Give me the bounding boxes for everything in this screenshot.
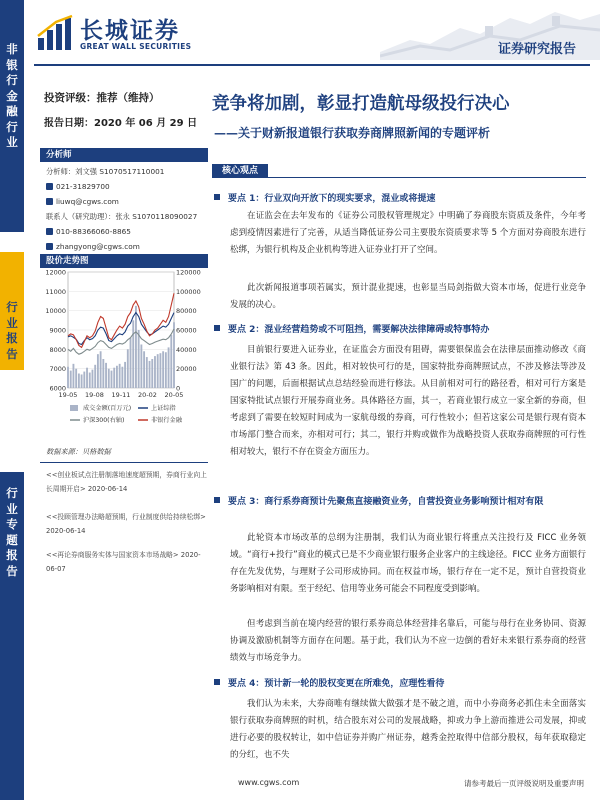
chart-volume-bar bbox=[165, 352, 167, 388]
chart-legend-swatch bbox=[70, 405, 78, 411]
point-1-heading: 要点 1：行业双向开放下的现实要求，混业或将提速 bbox=[214, 191, 435, 204]
chart-volume-bar bbox=[173, 322, 175, 388]
chart-legend-label: 上证综指 bbox=[151, 405, 176, 412]
sidebar-report-type: 行 业 专 题 报 告 bbox=[0, 472, 24, 800]
chart-volume-bar bbox=[121, 367, 123, 388]
chart-volume-bar bbox=[135, 306, 137, 388]
chart-volume-bar bbox=[154, 356, 156, 388]
bullet-square-icon bbox=[214, 679, 220, 685]
price-trend-svg bbox=[40, 266, 208, 448]
chart-volume-bar bbox=[67, 367, 69, 388]
chart-volume-bar bbox=[168, 347, 170, 388]
chart-volume-bar bbox=[94, 365, 96, 388]
chart-volume-bar bbox=[100, 351, 102, 388]
related-report-2[interactable]: <<投顾管理办法略超预期，行业制度供给持续松绑> 2020-06-14 bbox=[46, 513, 206, 535]
logo-mark-icon bbox=[36, 14, 76, 52]
chart-y-right-tick: 20000 bbox=[176, 365, 197, 374]
contact-name: 联系人（研究助理）：张永 S1070118090027 bbox=[46, 212, 198, 221]
chart-y-right-tick: 60000 bbox=[176, 326, 197, 335]
chart-y-left-tick: 8000 bbox=[49, 345, 66, 354]
related-report-1[interactable]: <<创业板试点注册制落地速度超预期，券商行业向上长周期开启> 2020-06-14 bbox=[46, 471, 207, 493]
chart-y-left-tick: 10000 bbox=[45, 307, 66, 316]
bullet-square-icon bbox=[214, 194, 220, 200]
chart-volume-bar bbox=[89, 373, 91, 388]
phone-icon bbox=[46, 183, 53, 190]
point-3-heading: 要点 3：商行系券商预计先聚焦直接融资业务，自营投资业务影响预计相对有限 bbox=[214, 494, 543, 507]
email-icon bbox=[46, 243, 53, 250]
report-title: 竞争将加剧，彰显打造航母级投行决心 bbox=[212, 94, 510, 114]
report-date: 报告日期：2020 年 06 月 29 日 bbox=[44, 118, 198, 129]
chart-y-left-tick: 11000 bbox=[45, 287, 66, 296]
point-4-heading: 要点 4：预计新一轮的股权变更在所难免，应理性看待 bbox=[214, 676, 444, 689]
point-2-heading: 要点 2：混业经营趋势或不可阻挡，需要解决法律障碍或特事特办 bbox=[214, 322, 489, 335]
sidebar-report-kind: 行 业 报 告 bbox=[0, 252, 24, 370]
company-logo bbox=[36, 12, 206, 58]
chart-volume-bar bbox=[86, 368, 88, 388]
analyst-section-heading: 分析师 bbox=[40, 148, 208, 162]
point-4-paragraph-1: 我们认为未来，大券商唯有继续做大做强才是不破之道，而中小券商务必抓住未全面落实银行获取券商牌照的时机，结合股东对公司的发展战略，抑或力争上游而推进公司发展，抑或进行必要的股权转让，如中信证券并购广州证券，越秀金控取得中信部分股权，每年获取稳定的分红，也不失 bbox=[230, 699, 586, 760]
chart-volume-bar bbox=[170, 335, 172, 388]
logo-text-cn: 长城证券 bbox=[80, 17, 180, 44]
point-2-paragraph-1: 目前银行要进入证券业，在证监会方面没有阻碍，需要银保监会在法律层面推动修改《商业银行法》第 43 条。因此，相对较快可行的是，国家特批券商牌照试点，不涉及修法等涉及国广的问题，后面根据试点总结经验而进行修法。从目前相对可行的路径看，相对可行方案是国家特批试点银行开展券商业务。具体路径方面，其一，若商业银行成立一家全新的券商，但考虑到了需要在较短时间成为一家航母级的券商，可行性较小；但若这家公司是银行现有资本市场部门整合而来，亦相对可行；其二，银行并购或做作为战略投资人获取券商牌照的可行性相对较大，银行不存在资金方面压力。 bbox=[230, 345, 586, 457]
chart-y-left-tick: 9000 bbox=[49, 326, 66, 335]
contact-email[interactable]: zhangyong@cgws.com bbox=[46, 242, 140, 251]
chart-volume-bar bbox=[92, 370, 94, 388]
footer-disclaimer: 请参考最后一页评级说明及重要声明 bbox=[464, 779, 584, 788]
related-report-3[interactable]: <<再论券商服务实体与国家资本市场战略> 2020-06-07 bbox=[46, 551, 201, 573]
chart-y-right-tick: 80000 bbox=[176, 307, 197, 316]
chart-volume-bar bbox=[102, 359, 104, 388]
chart-volume-bar bbox=[97, 354, 99, 388]
chart-legend-label: 非银行金融 bbox=[151, 417, 182, 424]
chart-x-tick: 20-05 bbox=[164, 391, 184, 399]
email-icon bbox=[46, 198, 53, 205]
chart-x-tick: 19-08 bbox=[85, 391, 104, 399]
chart-volume-bar bbox=[130, 338, 132, 388]
chart-volume-bar bbox=[124, 362, 126, 388]
chart-volume-bar bbox=[162, 351, 164, 388]
analyst-phone: 021-31829700 bbox=[46, 182, 110, 191]
chart-volume-bar bbox=[119, 364, 121, 388]
chart-series-line-1 bbox=[68, 293, 174, 347]
chart-y-right-tick: 0 bbox=[176, 384, 181, 393]
chart-y-left-tick: 7000 bbox=[49, 365, 66, 374]
point-3-paragraph-2: 但考虑到当前在境内经营的银行系券商总体经营排名靠后，可能与母行在业务协同、资源协调及激励机制等方面存在问题。基于此，我们认为不应一边倒的看好未来银行系券商的经营绩效与市场竞争力。 bbox=[230, 619, 586, 663]
chart-volume-bar bbox=[132, 320, 134, 388]
chart-volume-bar bbox=[146, 357, 148, 388]
chart-x-tick: 19-05 bbox=[58, 391, 78, 399]
chart-volume-bar bbox=[70, 371, 72, 388]
chart-volume-bar bbox=[81, 374, 83, 388]
report-subtitle: ——关于财新报道银行获取券商牌照新闻的专题评析 bbox=[214, 126, 491, 140]
chart-volume-bar bbox=[78, 374, 80, 389]
chart-volume-bar bbox=[73, 364, 75, 388]
chart-volume-bar bbox=[143, 351, 145, 388]
chart-y-right-tick: 120000 bbox=[176, 268, 201, 277]
chart-volume-bar bbox=[116, 366, 118, 388]
chart-volume-bar bbox=[159, 353, 161, 388]
point-1-paragraph-2: 此次新闻报道事项若属实，预计混业提速，也彰显当局剑指做大资本市场，促进行业竞争发展的决心。 bbox=[230, 283, 586, 310]
bullet-square-icon bbox=[214, 497, 220, 503]
chart-volume-bar bbox=[127, 349, 129, 388]
left-sidebar bbox=[0, 0, 24, 800]
investment-rating: 投资评级：推荐（维持） bbox=[44, 92, 160, 104]
analyst-name: 分析师：刘文强 S1070517110001 bbox=[46, 167, 165, 176]
chart-volume-bar bbox=[149, 361, 151, 388]
chart-volume-bar bbox=[151, 359, 153, 388]
chart-volume-bar bbox=[140, 345, 142, 389]
chart-volume-bar bbox=[157, 354, 159, 388]
report-type-label: 证券研究报告 bbox=[497, 42, 576, 57]
chart-legend-label: 成交金额(百万元) bbox=[83, 405, 132, 412]
chart-x-tick: 19-11 bbox=[111, 391, 131, 399]
analyst-email[interactable]: liuwq@cgws.com bbox=[46, 197, 119, 206]
chart-x-tick: 20-02 bbox=[138, 391, 157, 399]
chart-series-line-0 bbox=[68, 313, 174, 345]
chart-y-left-tick: 6000 bbox=[49, 384, 66, 393]
logo-text-en: GREAT WALL SECURITIES bbox=[80, 42, 192, 51]
header-divider bbox=[34, 64, 590, 66]
sidebar-industry: 非 银 行 金 融 行 业 bbox=[0, 0, 24, 232]
chart-volume-bar bbox=[111, 371, 113, 388]
chart-volume-bar bbox=[138, 330, 140, 388]
chart-volume-bar bbox=[105, 363, 107, 388]
phone-icon bbox=[46, 228, 53, 235]
chart-y-right-tick: 100000 bbox=[176, 287, 201, 296]
price-chart-heading: 股价走势图 bbox=[40, 254, 208, 268]
chart-volume-bar bbox=[83, 372, 85, 388]
chart-volume-bar bbox=[108, 369, 110, 388]
contact-phone: 010-88366060-8865 bbox=[46, 227, 131, 236]
chart-y-left-tick: 12000 bbox=[45, 268, 66, 277]
chart-volume-bar bbox=[113, 368, 115, 388]
point-3-paragraph-1: 此轮资本市场改革的总纲为注册制，我们认为商业银行将重点关注投行及 FICC 业务领域。“商行+投行”商业的模式已是不少商业银行服务企业客户的主线途径。FICC 业务方面银行存在先发优势，与理财子公司形成协同。而在权益市场，银行存在一定不足，预计自营投资业务影响相对有限。至于经纪、信用等业务可能会不同程度受到影响。 bbox=[230, 533, 586, 594]
chart-volume-bar bbox=[75, 369, 77, 388]
chart-source: 数据来源：贝格数据 bbox=[46, 447, 111, 456]
bullet-square-icon bbox=[214, 325, 220, 331]
footer-url[interactable]: www.cgws.com bbox=[238, 778, 300, 787]
point-1-paragraph-1: 在证监会在去年发布的《证券公司股权管理规定》中明确了券商股东资质及条件，今年考虑到疫情因素进行了完善，从适当降低证券公司主要股东资质要求等 5 个方面对券商股东进行松绑，为银行机构及企业机构等进入证券业打开了空间。 bbox=[230, 211, 586, 255]
price-trend-chart bbox=[40, 266, 208, 432]
core-view-label: 核心观点 bbox=[212, 164, 268, 178]
chart-legend-label: 沪深300(右轴) bbox=[83, 417, 125, 424]
chart-y-right-tick: 40000 bbox=[176, 345, 197, 354]
related-divider bbox=[40, 462, 208, 463]
core-view-divider bbox=[212, 177, 586, 178]
